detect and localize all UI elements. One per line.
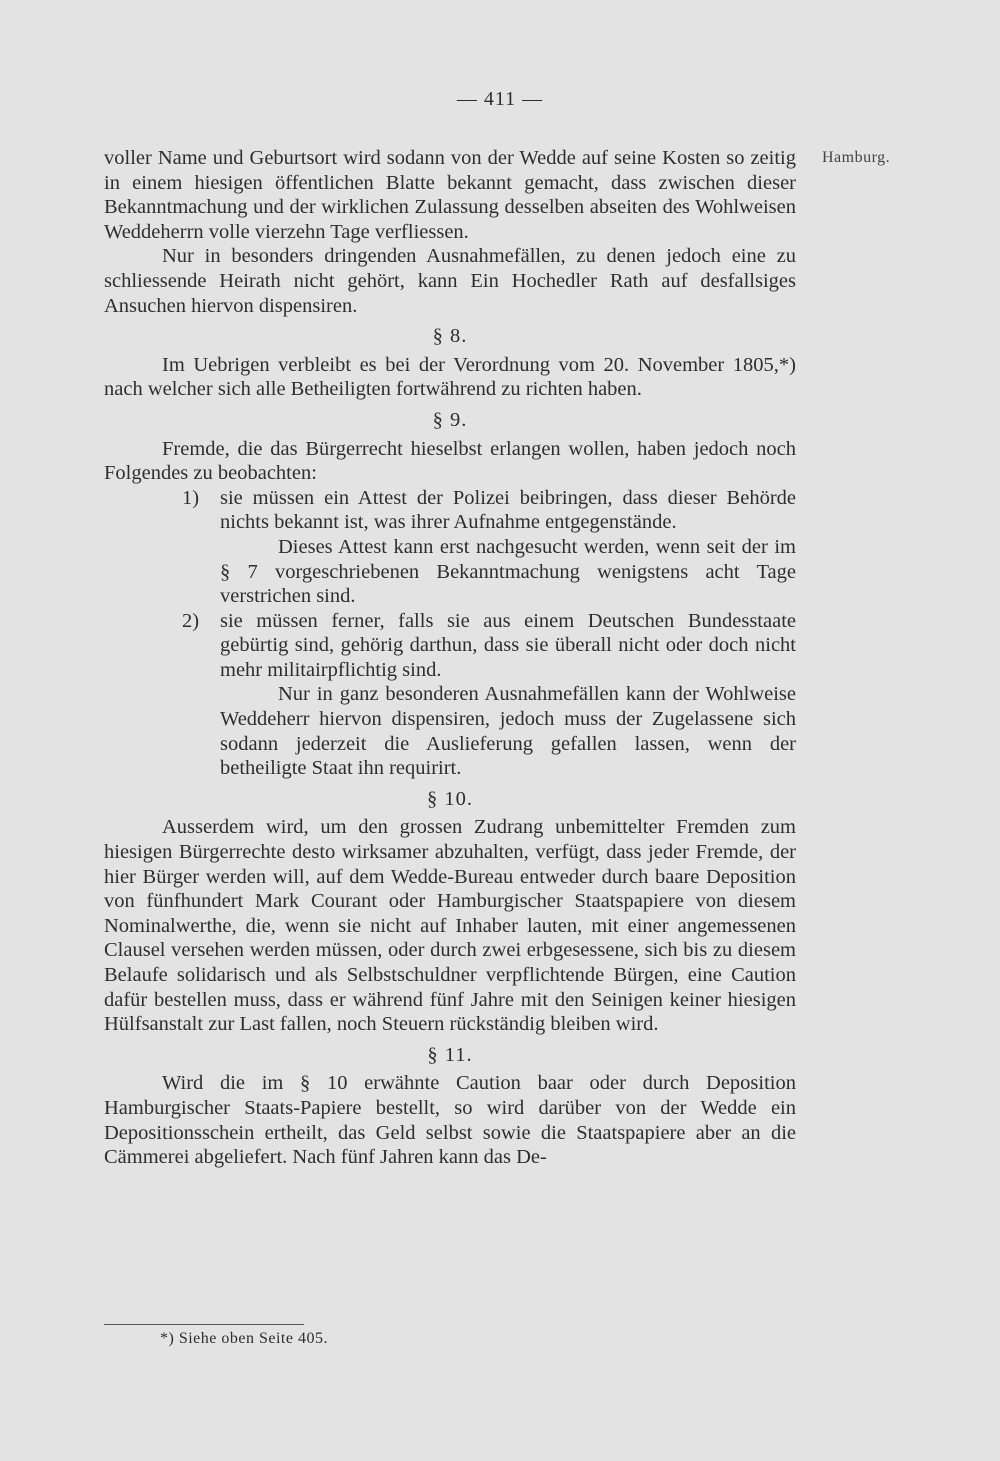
footnote: *) Siehe oben Seite 405.: [160, 1330, 328, 1347]
list-item-subparagraph: Dieses Attest kann erst nachgesucht werden, wenn seit der im § 7 vorgeschriebenen Bekanntmachung wenigstens acht Tage verstrichen sind.: [220, 535, 796, 608]
list-item-text: sie müssen ein Attest der Polizei beibringen, dass dieser Behörde nichts bekannt ist, was ihrer Aufnahme entgegenstände.: [220, 486, 796, 534]
paragraph: Nur in besonders dringenden Ausnahmefällen, zu denen jedoch eine zu schliessende Heirath nicht gehört, kann Ein Hochedler Rath auf desfallsiges Ansuchen hiervon dispensiren.: [104, 245, 796, 317]
section-heading: § 10.: [427, 787, 473, 810]
list-item-text: sie müssen ferner, falls sie aus einem Deutschen Bundesstaate gebürtig sind, gehörig darthun, dass sie überall nicht oder doch nicht mehr militairpflichtig sind.: [220, 609, 796, 681]
margin-note: Hamburg.: [822, 149, 891, 166]
paragraph: voller Name und Geburtsort wird sodann von der Wedde auf seine Kosten so zeitig in einem hiesigen öffentlichen Blatte bekannt gemacht, dass zwischen dieser Bekanntmachung und der wirklichen Zulassung desselben abseiten des Wohlweisen Weddeherrn volle vierzehn Tage verfliessen.: [104, 147, 796, 243]
list-item-number: 1): [182, 486, 200, 509]
section-heading: § 11.: [427, 1043, 473, 1066]
section-heading: § 9.: [432, 408, 468, 431]
page-number: — 411 —: [456, 88, 544, 110]
list-item-subparagraph: Nur in ganz besonderen Ausnahmefällen kann der Wohlweise Weddeherr hiervon dispensiren, jedoch muss der Zugelassene sich sodann jederzeit die Auslieferung gefallen lassen, wenn der betheiligte Staat ihn requirirt.: [220, 683, 796, 780]
section-heading: § 8.: [432, 325, 468, 348]
list-item: [104, 609, 796, 781]
list-item: [104, 486, 796, 609]
paragraph: Ausserdem wird, um den grossen Zudrang unbemittelter Fremden zum hiesigen Bürgerrechte desto wirksamer abzuhalten, verfügt, dass jeder Fremde, der hier Bürger werden will, auf dem Wedde-Bureau entweder durch baare Deposition von fünfhundert Mark Courant oder Hamburgischer Staatspapiere von diesem Nominalwerthe, die, wenn sie nicht auf Inhaber lauten, mit einer angemessenen Clausel versehen werden müssen, oder durch zwei erbgesessene, sich bis zu diesem Belaufe solidarisch und als Selbstschuldner verpflichtende Bürgen, eine Caution dafür bestellen muss, dass er während fünf Jahre mit den Seinigen keiner hiesigen Hülfsanstalt zur Last fallen, noch Steuern rückständig bleiben wird.: [104, 816, 796, 1036]
paragraph: Im Uebrigen verbleibt es bei der Verordnung vom 20. November 1805,*) nach welcher sich alle Betheiligten fortwährend zu richten haben.: [104, 353, 796, 401]
list-item-number: 2): [182, 609, 200, 632]
body-text: [104, 146, 796, 1170]
paragraph: Fremde, die das Bürgerrecht hieselbst erlangen wollen, haben jedoch noch Folgendes zu beobachten:: [104, 437, 796, 485]
paragraph: Wird die im § 10 erwähnte Caution baar oder durch Deposition Hamburgischer Staats-Papiere bestellt, so wird darüber von der Wedde ein Depositionsschein ertheilt, das Geld selbst sowie die Staatspapiere aber an die Cämmerei abgeliefert. Nach fünf Jahren kann das De-: [104, 1072, 796, 1169]
footnote-divider: [104, 1324, 304, 1325]
